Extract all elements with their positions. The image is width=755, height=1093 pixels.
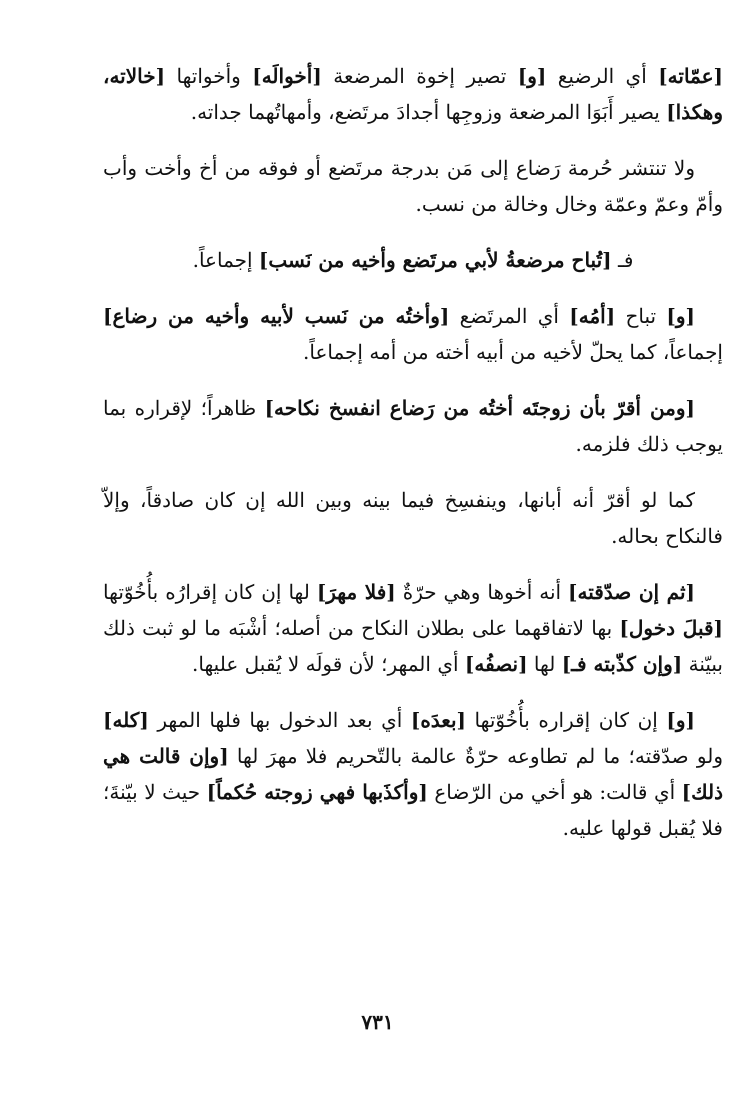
paragraph-8 [103,702,723,846]
bold-matn-text: [ومن أقرّ بأن زوجتَه أختُه من رَضاع انفسخ نكاحه] [264,396,695,420]
bold-matn-text: [تُباح مرضعةُ لأبي مرتَضع وأخيه من نَسب] [258,248,612,272]
commentary-text: تصير إخوة المرضعة [321,64,518,88]
bold-matn-text: [وأكذَبها فهي زوجته حُكماً] [206,780,428,804]
commentary-text: بها لاتفاقهما على بطلان النكاح من أصله؛ أشْبَه ما لو ثبت ذلك ببيّنة [103,616,723,676]
bold-matn-text: [أمُه] [569,304,616,328]
paragraph-5 [103,390,723,462]
commentary-text: وأخواتها [165,64,253,88]
page-number: ٧٣١ [361,1010,394,1034]
commentary-text: أنه أخوها وهي حرّةٌ [395,580,569,604]
bold-matn-text: [وإن قالت هي ذلك] [103,744,723,804]
commentary-text: ولا تنتشر حُرمة رَضاع إلى مَن بدرجة مرتَضع أو فوقه من أخ وأخت وأب وأمّ وعمّ وعمّة وخال وخالة من نسب. [103,156,723,216]
bold-matn-text: [بعدَه] [410,708,466,732]
paragraph-7 [103,574,723,682]
bold-matn-text: [و] [666,708,696,732]
commentary-text: أي المهر؛ لأن قولَه لا يُقبل عليها. [192,652,465,676]
bold-matn-text: [و] [517,64,547,88]
bold-matn-text: [و] [666,304,696,328]
bold-matn-text: [عمّاته] [658,64,723,88]
commentary-text: ظاهراً؛ لإقراره بما يوجب ذلك فلزمه. [103,396,723,456]
paragraph-3 [103,242,723,278]
bold-matn-text: [خالاته، وهكذا] [103,64,723,124]
paragraph-4 [103,298,723,370]
commentary-text: كما لو أقرّ أنه أبانها، وينفسِخ فيما بينه وبين الله إن كان صادقاً، وإلاّ فالنكاح بحاله. [103,488,723,548]
commentary-text: حيث لا بيّنةَ؛ فلا يُقبل قولها عليه. [103,780,723,840]
main-text [103,58,723,866]
commentary-text: إن كان إقراره بأُخُوّتها [465,708,667,732]
bold-matn-text: [كله] [103,708,149,732]
bold-matn-text: [وإن كذّبته فـ] [561,652,683,676]
bold-matn-text: [نصفُه] [464,652,528,676]
paragraph-6 [103,482,723,554]
bold-matn-text: [فلا مهرَ] [316,580,396,604]
paragraph-2 [103,150,723,222]
commentary-text: إجماعاً. [192,248,259,272]
commentary-text: أي قالت: هو أخي من الرّضاع [427,780,682,804]
commentary-text: تباح [615,304,667,328]
commentary-text: ولو صدّقته؛ ما لم تطاوعه حرّةٌ عالمة بالتّحريم فلا مهرَ لها [228,744,723,768]
bold-matn-text: [وأختُه من نَسب لأبيه وأخيه من رضاع] [103,304,450,328]
commentary-text: لها إن كان إقرارُه بأُخُوّتها [103,580,317,604]
paragraph-1 [103,58,723,130]
bold-matn-text: [ثم إن صدّقته] [568,580,695,604]
commentary-text: فـ [611,248,634,272]
bold-matn-text: [أخوالَه] [252,64,322,88]
commentary-text: أي المرتَضع [449,304,570,328]
commentary-text: أي الرضيع [546,64,659,88]
commentary-text: لها [527,652,562,676]
commentary-text: إجماعاً، كما يحلّ لأخيه من أبيه أخته من أمه إجماعاً. [303,340,723,364]
commentary-text: أي بعد الدخول بها فلها المهر [148,708,411,732]
bold-matn-text: [قبلَ دخول] [619,616,724,640]
commentary-text: يصير أَبَوَا المرضعة وزوجِها أجدادَ مرتَضع، وأمهاتُهما جداته. [190,100,667,124]
